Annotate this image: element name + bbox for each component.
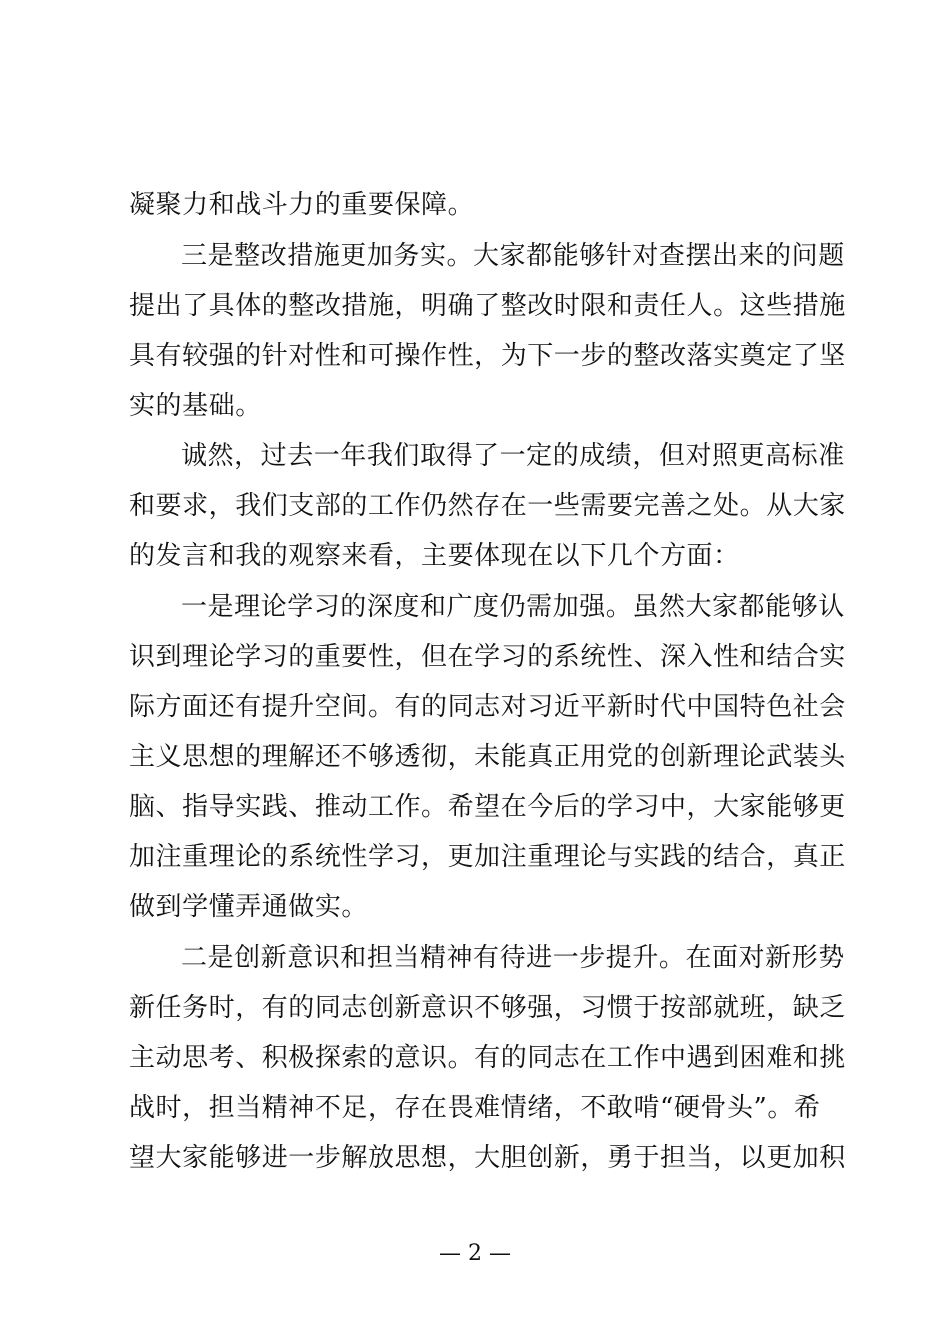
text-line: 提出了具体的整改措施，明确了整改时限和责任人。这些措施 xyxy=(129,291,846,321)
text-line: 加注重理论的系统性学习，更加注重理论与实践的结合，真正 xyxy=(129,842,846,872)
text-line: 的发言和我的观察来看，主要体现在以下几个方面： xyxy=(129,541,740,571)
page-number: — 2 — xyxy=(439,1241,511,1266)
text-line: 凝聚力和战斗力的重要保障。 xyxy=(129,190,475,220)
text-line: 识到理论学习的重要性，但在学习的系统性、深入性和结合实 xyxy=(129,642,846,672)
text-line: 战时，担当精神不足，存在畏难情绪，不敢啃“硬骨头”。希 xyxy=(129,1093,821,1123)
text-line: 一是理论学习的深度和广度仍需加强。虽然大家都能够认 xyxy=(181,592,845,622)
text-line: 新任务时，有的同志创新意识不够强，习惯于按部就班，缺乏 xyxy=(129,993,846,1023)
text-line: 和要求，我们支部的工作仍然存在一些需要完善之处。从大家 xyxy=(129,491,846,521)
text-line: 脑、指导实践、推动工作。希望在今后的学习中，大家能够更 xyxy=(129,792,846,822)
text-line: 诚然，过去一年我们取得了一定的成绩，但对照更高标准 xyxy=(181,441,845,471)
text-line: 做到学懂弄通做实。 xyxy=(129,892,368,922)
text-line: 三是整改措施更加务实。大家都能够针对查摆出来的问题 xyxy=(181,241,845,271)
text-line: 主义思想的理解还不够透彻，未能真正用党的创新理论武装头 xyxy=(129,742,846,772)
text-line: 实的基础。 xyxy=(129,391,262,421)
text-line: 望大家能够进一步解放思想，大胆创新，勇于担当，以更加积 xyxy=(129,1143,846,1173)
text-line: 具有较强的针对性和可操作性，为下一步的整改落实奠定了坚 xyxy=(129,341,846,371)
text-line: 主动思考、积极探索的意识。有的同志在工作中遇到困难和挑 xyxy=(129,1043,846,1073)
text-line: 际方面还有提升空间。有的同志对习近平新时代中国特色社会 xyxy=(129,692,846,722)
text-line: 二是创新意识和担当精神有待进一步提升。在面对新形势 xyxy=(181,943,845,973)
